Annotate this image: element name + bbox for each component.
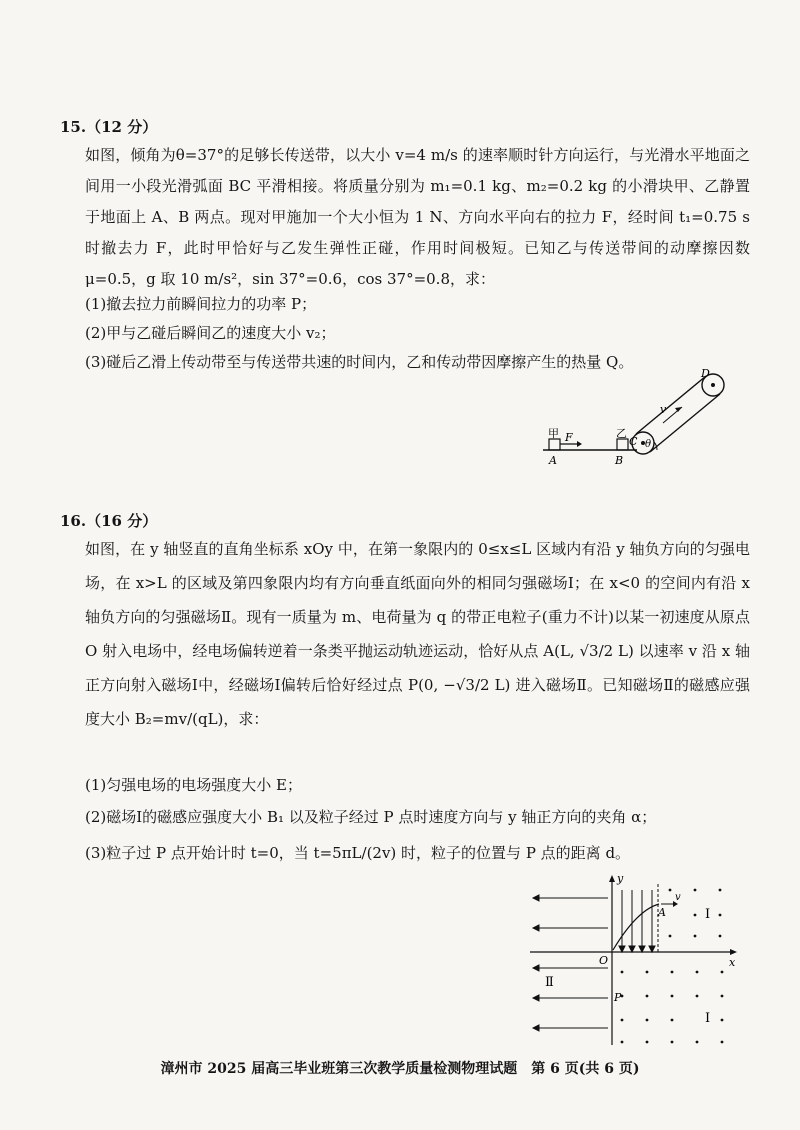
belt-velocity-arrow-head [675, 407, 682, 412]
belt-top [636, 376, 706, 434]
force-arrow-head [577, 441, 582, 447]
q16-body: 如图，在 y 轴竖直的直角坐标系 xOy 中，在第一象限内的 0≤x≤L 区域内有沿 y 轴负方向的匀强电场，在 x>L 的区域及第四象限内均有方向垂直纸面向外的相同匀强磁场Ⅰ；在 x<0 的空间内有沿 x 轴负方向的匀强磁场Ⅱ。现有一质量为 m、电荷量为 q 的带正电粒子(重力不计)以某一初速度从原点 O 射入电场中，经电场偏转逆着一条类平抛运动轨迹运动，恰好从点 A(L, √3/2 L) 以速率 v 沿 x 轴正方向射入磁场Ⅰ中，经磁场Ⅰ偏转后恰好经过点 P(0, −√3/2 L) 进入磁场Ⅱ。已知磁场Ⅱ的磁感应强度大小 B₂=mv/(qL)，求： [85, 540, 750, 728]
label-yi: 乙 [616, 427, 627, 440]
label-x: x [729, 956, 736, 969]
block-jia [549, 439, 560, 450]
label-I-bottom: Ⅰ [705, 1011, 711, 1026]
label-O: O [599, 954, 609, 967]
electric-field-lines [619, 890, 655, 952]
label-F: F [565, 431, 573, 444]
q16-sub2: (2)磁场Ⅰ的磁感应强度大小 B₁ 以及粒子经过 P 点时速度方向与 y 轴正方向的夹角 α； [85, 808, 657, 826]
label-A: A [658, 906, 666, 919]
q15-figure [525, 365, 750, 475]
page-footer: 漳州市 2025 届高三毕业班第三次教学质量检测物理试题 第 6 页(共 6 页) [160, 1061, 640, 1077]
label-A: A [549, 454, 557, 467]
x-axis-arrow [730, 949, 737, 955]
q15-body: 如图，倾角为θ=37°的足够长传送带，以大小 v=4 m/s 的速率顺时针方向运行，与光滑水平地面之间用一小段光滑弧面 BC 平滑相接。将质量分别为 m₁=0.1 kg、m₂=0.2 kg 的小滑块甲、乙静置于地面上 A、B 两点。现对甲施加一个大小恒为 1 N、方向水平向右的拉力 F，经时间 t₁=0.75 s 时撤去力 F，此时甲恰好与乙发生弹性正碰，作用时间极短。已知乙与传送带间的动摩擦因数 μ=0.5，g 取 10 m/s²，sin 37°=0.6，cos 37°=0.8，求： [85, 146, 750, 288]
q16-sub1: (1)匀强电场的电场强度大小 E； [85, 776, 302, 794]
label-I-top: Ⅰ [705, 907, 711, 922]
q15-sub1: (1)撤去拉力前瞬间拉力的功率 P； [85, 295, 317, 313]
label-II: Ⅱ [545, 975, 554, 990]
label-y: y [617, 872, 624, 885]
label-jia: 甲 [548, 427, 559, 440]
label-theta: θ [645, 439, 652, 450]
q16-sub3: (3)粒子过 P 点开始计时 t=0，当 t=5πL/(2v) 时，粒子的位置与 P 点的距离 d。 [85, 844, 631, 862]
q15-sub2: (2)甲与乙碰后瞬间乙的速度大小 v₂； [85, 324, 336, 342]
q16-figure [525, 870, 745, 1050]
label-v: v [660, 403, 667, 416]
label-C: C [629, 435, 638, 448]
label-B: B [615, 454, 624, 467]
q15-header: 15.（12 分） [60, 118, 158, 136]
q15-sub3: (3)碰后乙滑上传动带至与传送带共速的时间内，乙和传动带因摩擦产生的热量 Q。 [85, 353, 634, 371]
upper-pulley-center [711, 383, 715, 387]
label-D: D [701, 367, 710, 380]
label-P: P [614, 991, 622, 1004]
y-axis-arrow [609, 875, 615, 882]
q16-header: 16.（16 分） [60, 512, 158, 530]
field-II-arrows [533, 895, 608, 1031]
block-yi [617, 439, 628, 450]
label-v: v [675, 892, 681, 903]
